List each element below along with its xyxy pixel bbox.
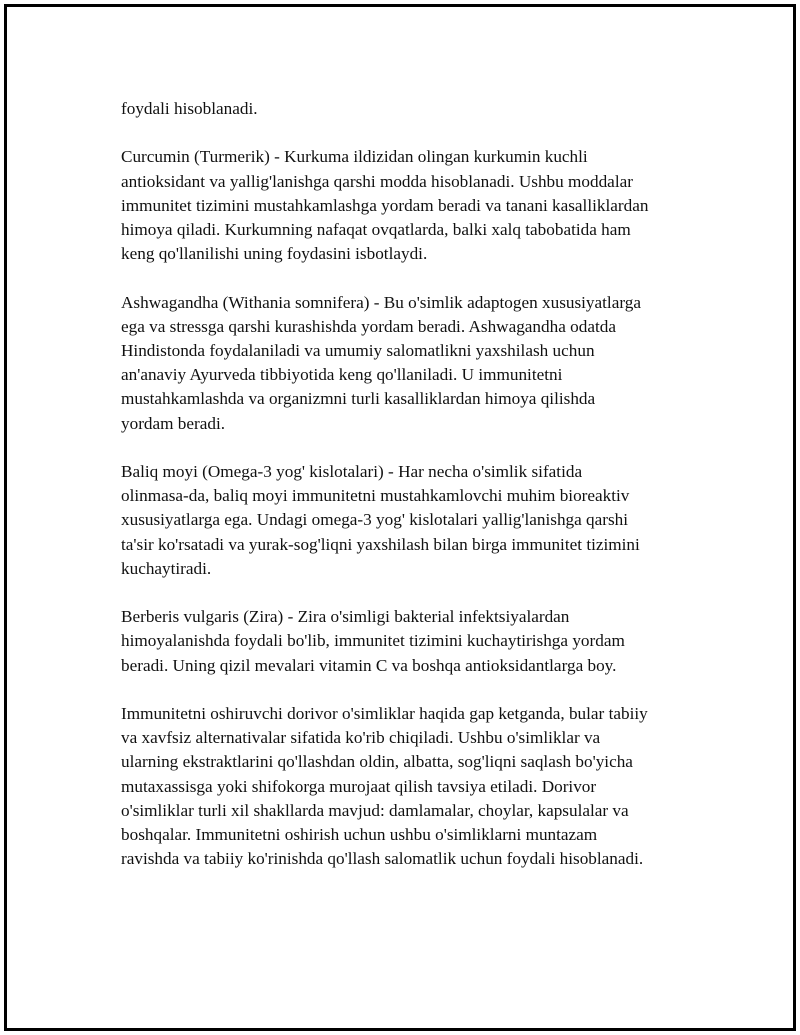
paragraph-berberis: Berberis vulgaris (Zira) - Zira o'simligi bakterial infektsiyalardan himoyalanishda foydali bo'lib, immunitet tizimini kuchaytirishga yordam beradi. Uning qizil mevalari vitamin C va boshqa antioksidantlarga boy. — [121, 607, 625, 675]
paragraph-conclusion: Immunitetni oshiruvchi dorivor o'simliklar haqida gap ketganda, bular tabiiy va xavfsiz alternativalar sifatida ko'rib chiqiladi. Ushbu o'simliklar va ularning ekstraktlarini qo'llashdan oldin, albatta, sog'liqni saqlash bo'yicha mutaxassisga yoki shifokorga murojaat qilish tavsiya etiladi. Dorivor o'simliklar turli xil shakllarda mavjud: damlamalar, choylar, kapsulalar va boshqalar. Immunitetni oshirish uchun ushbu o'simliklarni muntazam ravishda va tabiiy ko'rinishda qo'llash salomatlik uchun foydali hisoblanadi. — [121, 704, 648, 869]
paragraph-fish-oil: Baliq moyi (Omega-3 yog' kislotalari) - Har necha o'simlik sifatida olinmasa-da, baliq moyi immunitetni mustahkamlovchi muhim bioreaktiv xususiyatlarga ega. Undagi omega-3 yog' kislotalari yallig'lanishga qarshi ta'sir ko'rsatadi va yurak-sog'liqni yaxshilash bilan birga immunitet tizimini kuchaytiradi. — [121, 462, 640, 578]
paragraph-curcumin: Curcumin (Turmerik) - Kurkuma ildizidan olingan kurkumin kuchli antioksidant va yallig'lanishga qarshi modda hisoblanadi. Ushbu moddalar immunitet tizimini mustahkamlashga yordam beradi va tanani kasalliklardan himoya qiladi. Kurkumning nafaqat ovqatlarda, balki xalq tabobatida ham keng qo'llanilishi uning foydasini isbotlaydi. — [121, 147, 649, 264]
paragraph-ashwagandha: Ashwagandha (Withania somnifera) - Bu o'simlik adaptogen xususiyatlarga ega va stressga qarshi kurashishda yordam beradi. Ashwagandha odatda Hindistonda foydalaniladi va umumiy salomatlikni yaxshilash uchun an'anaviy Ayurveda tibbiyotida keng qo'llaniladi. U immunitetni mustahkamlashda va organizmni turli kasalliklardan himoya qilishda yordam beradi. — [121, 292, 641, 433]
page-border — [4, 4, 796, 1031]
document-body — [121, 97, 701, 896]
paragraph-continuation: foydali hisoblanadi. — [121, 99, 258, 118]
